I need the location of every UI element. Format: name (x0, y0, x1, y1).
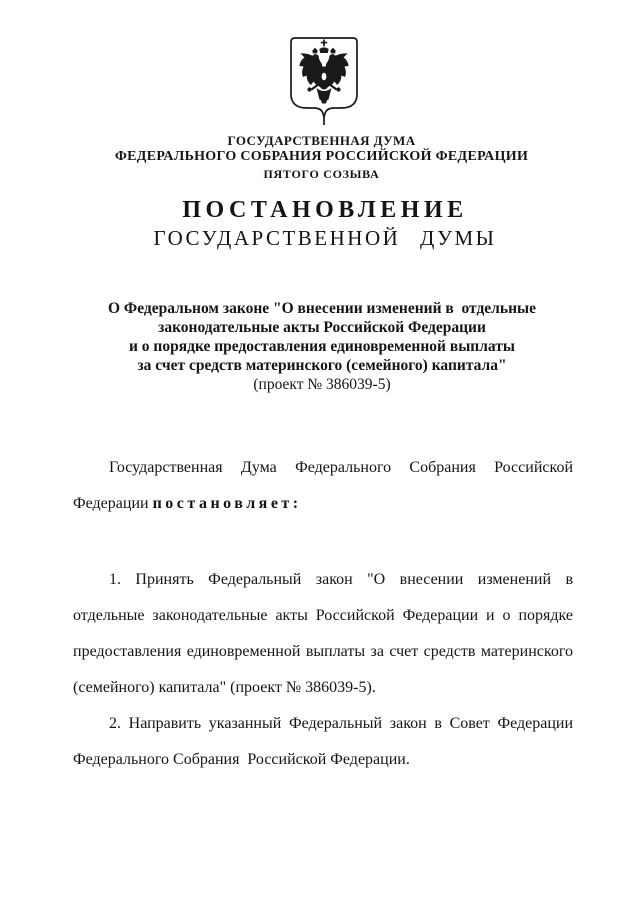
subject-line-1: О Федеральном законе "О внесении изменений в отдельные (108, 300, 536, 317)
title-issuer: ГОСУДАРСТВЕННОЙ ДУМЫ (153, 226, 497, 250)
resolution-item-2: 2. Направить указанный Федеральный закон в Совет Федерации Федерального Собрания Российской Федерации. (73, 715, 573, 768)
document-title (70, 196, 580, 251)
document-subject (54, 299, 590, 394)
subject-project-number: (проект № 386039-5) (253, 376, 391, 393)
resolution-intro (73, 450, 573, 522)
subject-line-4: за счет средств материнского (семейного) капитала" (137, 357, 507, 374)
resolution-item-1: 1. Принять Федеральный закон "О внесении изменений в отдельные законодательные акты Российской Федерации и о порядке предоставления единовременной выплаты за счет средств материнского (семейного) капитала" (проект № 386039-5). (73, 571, 573, 696)
org-name-line2: ФЕДЕРАЛЬНОГО СОБРАНИЯ РОССИЙСКОЙ ФЕДЕРАЦИИ (114, 149, 529, 164)
org-name-line1: ГОСУДАРСТВЕННАЯ ДУМА (227, 133, 416, 148)
org-convocation: ПЯТОГО СОЗЫВА (263, 167, 380, 181)
resolution-intro-text: Государственная Дума Федерального Собрания Российской Федерации (73, 459, 573, 512)
title-word: ПОСТАНОВЛЕНИЕ (182, 197, 468, 223)
document-header (70, 133, 573, 182)
resolution-verb: постановляет: (152, 495, 302, 512)
russia-coat-of-arms-icon (289, 37, 359, 129)
subject-line-3: и о порядке предоставления единовременной выплаты (128, 338, 515, 355)
subject-line-2: законодательные акты Российской Федерации (158, 319, 486, 336)
document-body (73, 450, 573, 778)
